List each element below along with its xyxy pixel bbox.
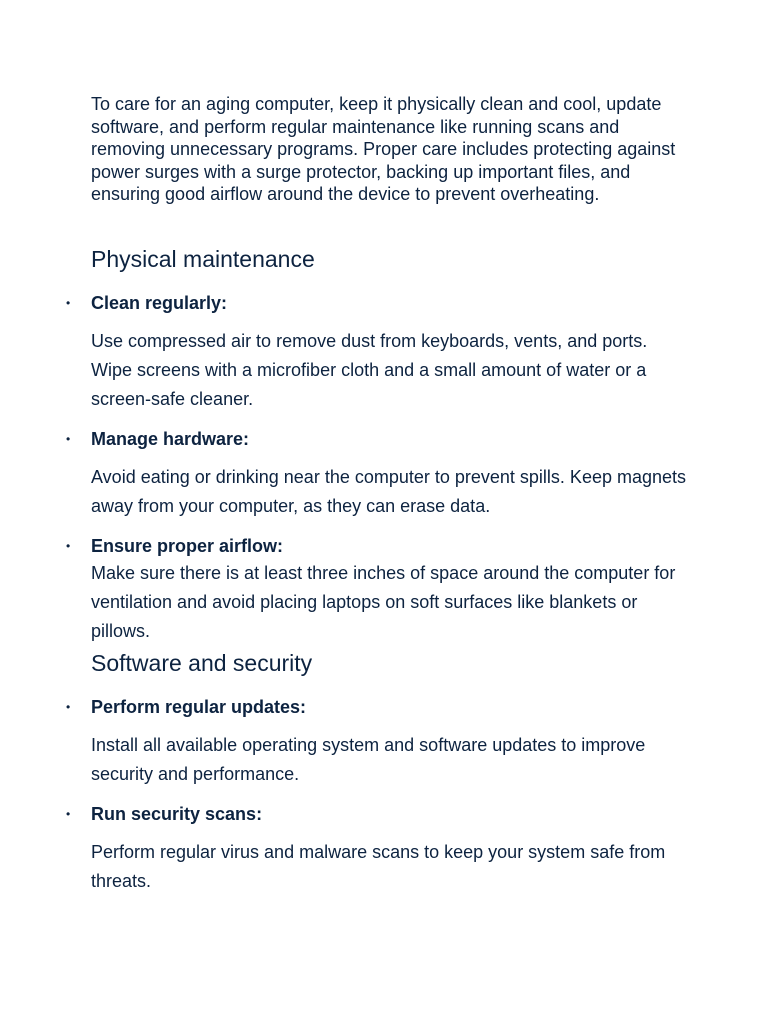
item-title-run-security-scans: Run security scans: bbox=[91, 804, 263, 824]
bullet-icon: • bbox=[66, 807, 71, 821]
section-heading-physical-maintenance: Physical maintenance bbox=[91, 246, 315, 272]
bullet-icon: • bbox=[66, 700, 71, 714]
intro-paragraph: To care for an aging computer, keep it physically clean and cool, update software, and perform regular maintenance like running scans and removing unnecessary programs. Proper care includes protecting against power surges with a surge protector, backing up important files, and ensuring good airflow around the device to prevent overheating. bbox=[91, 94, 676, 204]
item-body-manage-hardware: Avoid eating or drinking near the computer to prevent spills. Keep magnets away from your computer, as they can erase data. bbox=[91, 467, 687, 516]
item-title-clean-regularly: Clean regularly: bbox=[91, 293, 228, 313]
item-title-ensure-proper-airflow: Ensure proper airflow: bbox=[91, 536, 284, 556]
bullet-icon: • bbox=[66, 539, 71, 553]
bullet-icon: • bbox=[66, 432, 71, 446]
item-body-run-security-scans: Perform regular virus and malware scans to keep your system safe from threats. bbox=[91, 842, 666, 891]
section-heading-software-and-security: Software and security bbox=[91, 650, 313, 676]
item-body-clean-regularly: Use compressed air to remove dust from keyboards, vents, and ports. Wipe screens with a microfiber cloth and a small amount of water or a screen-safe cleaner. bbox=[91, 331, 648, 409]
item-title-perform-regular-updates: Perform regular updates: bbox=[91, 697, 307, 717]
item-body-ensure-proper-airflow: Make sure there is at least three inches of space around the computer for ventilation and avoid placing laptops on soft surfaces like blankets or pillows. bbox=[91, 563, 676, 641]
item-title-manage-hardware: Manage hardware: bbox=[91, 429, 250, 449]
bullet-icon: • bbox=[66, 296, 71, 310]
item-body-perform-regular-updates: Install all available operating system and software updates to improve security and performance. bbox=[91, 735, 646, 784]
